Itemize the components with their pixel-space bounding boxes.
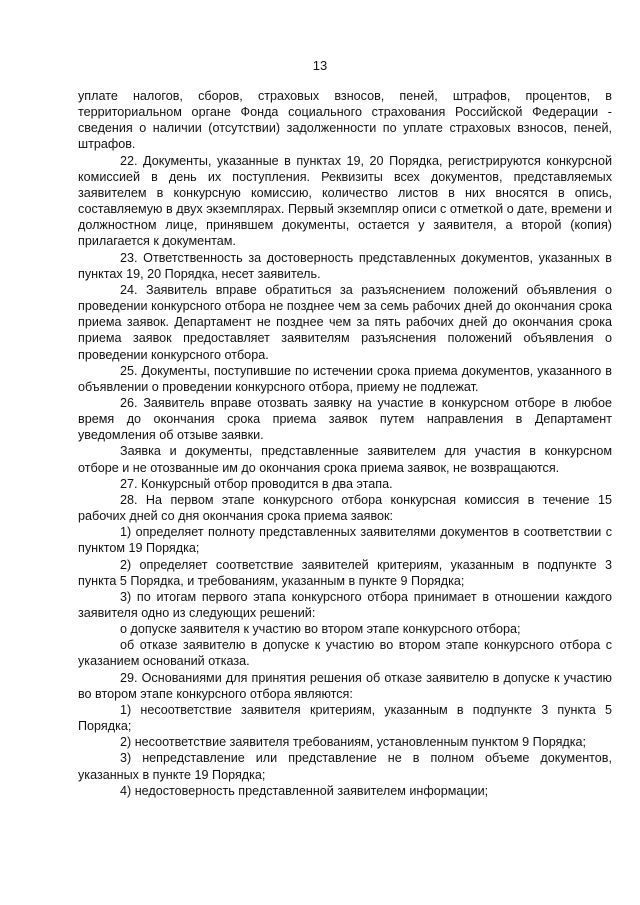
paragraph: Заявка и документы, представленные заявителем для участия в конкурсном отборе и не отозванные им до окончания срока приема заявок, не возвращаются. [78,444,612,475]
paragraph: 3) непредставление или представление не в полном объеме документов, указанных в пункте 19 Порядка; [78,751,612,782]
paragraph: уплате налогов, сборов, страховых взносов, пеней, штрафов, процентов, в территориальном органе Фонда социального страхования Российской Федерации - сведения о наличии (отсутствии) задолженности по уплате страховых взносов, пеней, штрафов. [78,89,612,152]
paragraph: 2) несоответствие заявителя требованиям, установленным пунктом 9 Порядка; [120,735,587,750]
paragraph: 29. Основаниями для принятия решения об отказе заявителю в допуске к участию во втором этапе конкурсного отбора являются: [78,670,612,701]
paragraph: 2) определяет соответствие заявителей критериям, указанным в подпункте 3 пункта 5 Порядка, и требованиям, указанным в пункте 9 Порядка; [78,557,612,588]
paragraph: 25. Документы, поступившие по истечении срока приема документов, указанного в объявлении о проведении конкурсного отбора, приему не подлежат. [78,363,612,394]
paragraph: 23. Ответственность за достоверность представленных документов, указанных в пунктах 19, 20 Порядка, несет заявитель. [78,250,612,281]
paragraph: 22. Документы, указанные в пунктах 19, 20 Порядка, регистрируются конкурсной комиссией в день их поступления. Реквизиты всех документов, представляемых заявителем в конкурсную комиссию, количество листов в них вносятся в опись, составляемую в двух экземплярах. Первый экземпляр описи с отметкой о дате, времени и должностном лице, принявшем документы, остается у заявителя, а второй (копия) прилагается к документам. [78,153,612,249]
paragraph: об отказе заявителю в допуске к участию во втором этапе конкурсного отбора с указанием оснований отказа. [78,638,612,669]
paragraph: о допуске заявителя к участию во втором этапе конкурсного отбора; [120,622,521,637]
paragraph: 28. На первом этапе конкурсного отбора конкурсная комиссия в течение 15 рабочих дней со дня окончания срока приема заявок: [78,492,612,524]
paragraph: 4) недостоверность представленной заявителем информации; [120,783,489,798]
paragraph: 3) по итогам первого этапа конкурсного отбора принимает в отношении каждого заявителя одно из следующих решений: [78,589,612,620]
paragraph: 26. Заявитель вправе отозвать заявку на участие в конкурсном отборе в любое время до окончания срока приема заявок путем направления в Департамент уведомления об отзыве заявки. [78,395,612,443]
paragraph: 1) несоответствие заявителя критериям, указанным в подпункте 3 пункта 5 Порядка; [78,702,612,734]
paragraph: 27. Конкурсный отбор проводится в два этапа. [120,476,393,491]
paragraph: 24. Заявитель вправе обратиться за разъяснением положений объявления о проведении конкурсного отбора не позднее чем за семь рабочих дней до окончания срока приема заявок. Департамент не позднее чем за пять рабочих дней до окончания срока приема заявок предоставляет заявителям разъяснения положений объявления о проведении конкурсного отбора. [78,282,612,362]
page-number: 13 [312,58,328,73]
document-body [78,88,612,799]
paragraph: 1) определяет полноту представленных заявителями документов в соответствии с пунктом 19 Порядка; [78,525,612,556]
